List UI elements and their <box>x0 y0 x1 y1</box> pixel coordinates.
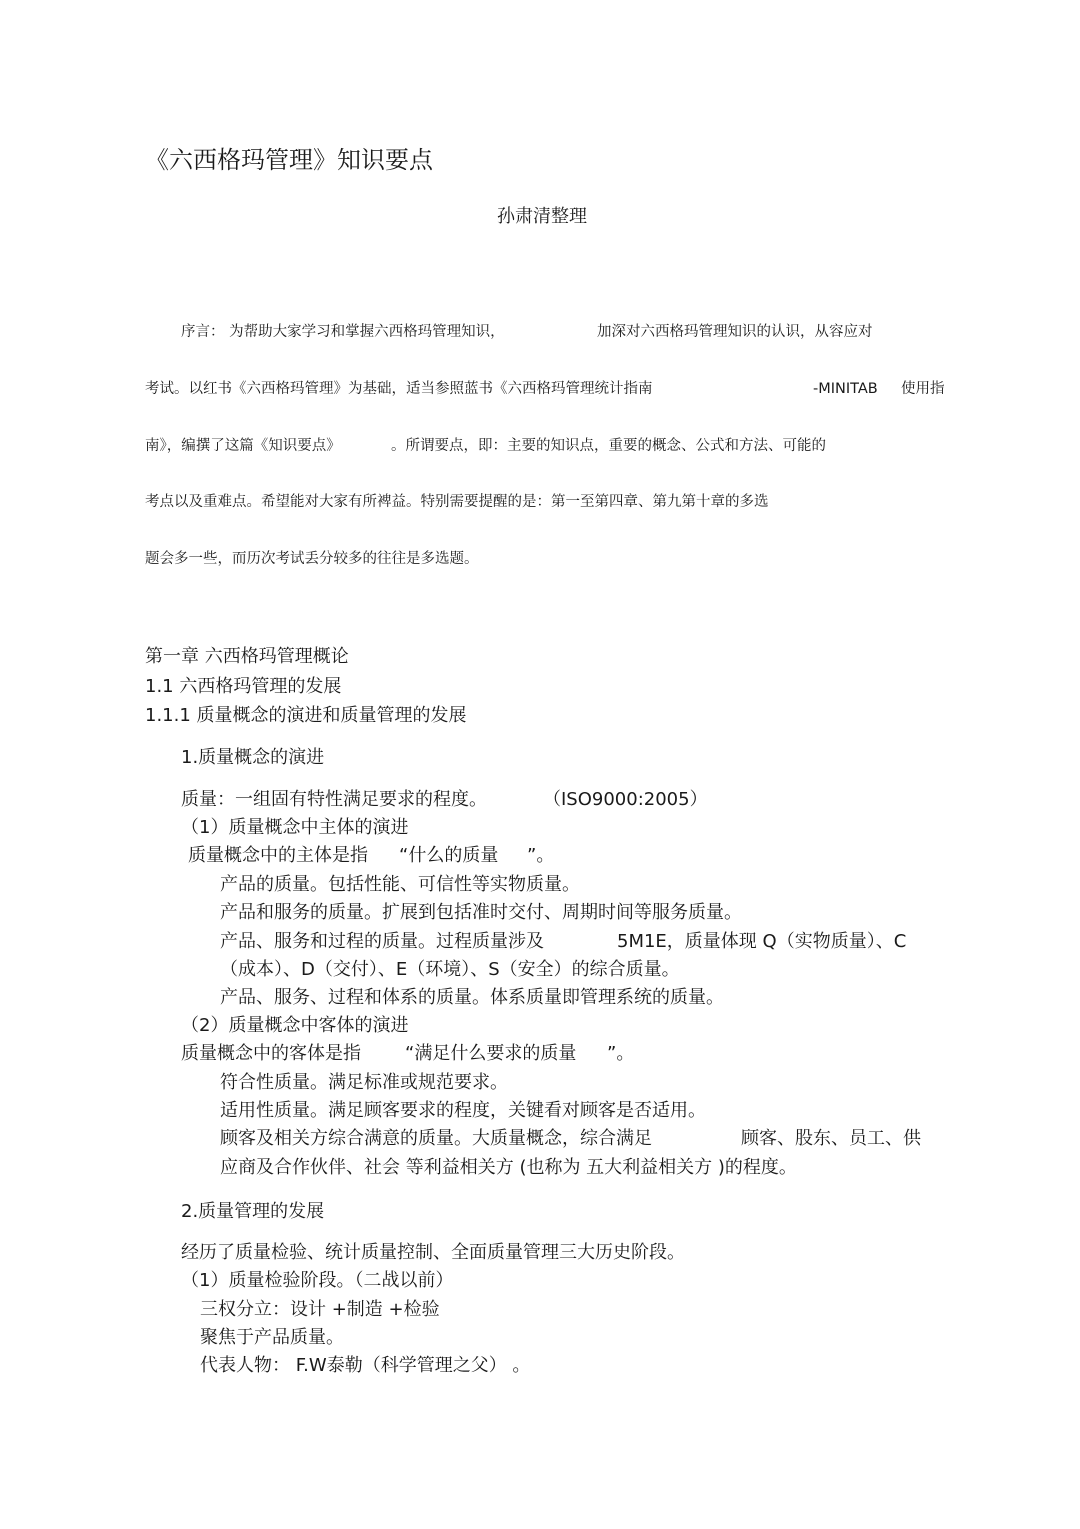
paragraph-line: “什么的质量 <box>399 845 499 866</box>
paragraph-line: （1）质量概念中主体的演进 <box>181 817 409 838</box>
preface-line: 考试。以红书《六西格玛管理》为基础，适当参照蓝书《六西格玛管理统计指南 <box>145 381 653 397</box>
list-item: （成本）、D（交付）、E（环境）、S（安全）的综合质量。 <box>220 959 680 980</box>
preface-line: 南》，编撰了这篇《知识要点》 <box>145 438 341 454</box>
part-heading: 2.质量管理的发展 <box>181 1201 325 1222</box>
list-item: 应商及合作伙伴、社会 等利益相关方 (也称为 五大利益相关方 )的程度。 <box>220 1157 797 1178</box>
list-item: 顾客、股东、员工、供 <box>741 1128 921 1149</box>
paragraph-line: “满足什么要求的质量 <box>405 1043 577 1064</box>
document-title: 《六西格玛管理》知识要点 <box>145 146 433 174</box>
preface-line: 加深对六西格玛管理知识的认识，从容应对 <box>597 324 873 340</box>
list-item: 适用性质量。满足顾客要求的程度，关键看对顾客是否适用。 <box>220 1100 706 1121</box>
list-item: 符合性质量。满足标准或规范要求。 <box>220 1072 508 1093</box>
paragraph-line: 经历了质量检验、统计质量控制、全面质量管理三大历史阶段。 <box>181 1242 685 1263</box>
document-author: 孙肃清整理 <box>497 206 587 227</box>
list-item: 产品、服务和过程的质量。过程质量涉及 <box>220 931 544 952</box>
preface-line: 使用指 <box>901 381 945 397</box>
list-item: 顾客及相关方综合满意的质量。大质量概念，综合满足 <box>220 1128 652 1149</box>
list-item: 代表人物： F.W泰勒（科学管理之父） 。 <box>200 1355 531 1376</box>
part-heading: 1.质量概念的演进 <box>181 747 325 768</box>
paragraph-line: （2）质量概念中客体的演进 <box>181 1015 409 1036</box>
list-item: 产品、服务、过程和体系的质量。体系质量即管理系统的质量。 <box>220 987 724 1008</box>
paragraph-line: 质量：一组固有特性满足要求的程度。 <box>181 789 487 810</box>
preface-line: 考点以及重难点。希望能对大家有所裨益。特别需要提醒的是：第一至第四章、第九第十章的多选 <box>145 494 769 510</box>
list-item: 聚焦于产品质量。 <box>200 1327 344 1348</box>
paragraph-line: 质量概念中的主体是指 <box>188 845 368 866</box>
list-item: 产品和服务的质量。扩展到包括准时交付、周期时间等服务质量。 <box>220 902 742 923</box>
preface-line: 题会多一些，而历次考试丢分较多的往往是多选题。 <box>145 551 479 567</box>
section-heading: 1.1 六西格玛管理的发展 <box>145 676 342 697</box>
paragraph-line: ”。 <box>527 845 555 866</box>
paragraph-line: 质量概念中的客体是指 <box>181 1043 361 1064</box>
paragraph-line: （1）质量检验阶段。（二战以前） <box>181 1270 454 1291</box>
list-item: 5M1E，质量体现 Q（实物质量）、C <box>617 931 907 952</box>
paragraph-line: ”。 <box>607 1043 635 1064</box>
subsection-heading: 1.1.1 质量概念的演进和质量管理的发展 <box>145 705 467 726</box>
preface-line: 序言： 为帮助大家学习和掌握六西格玛管理知识， <box>181 324 505 340</box>
paragraph-line: （ISO9000:2005） <box>543 789 708 810</box>
preface-line: 。所谓要点，即：主要的知识点，重要的概念、公式和方法、可能的 <box>391 438 826 454</box>
preface-line: -MINITAB <box>813 381 878 397</box>
list-item: 产品的质量。包括性能、可信性等实物质量。 <box>220 874 580 895</box>
chapter-heading: 第一章 六西格玛管理概论 <box>145 646 349 667</box>
list-item: 三权分立：设计 +制造 +检验 <box>200 1299 440 1320</box>
